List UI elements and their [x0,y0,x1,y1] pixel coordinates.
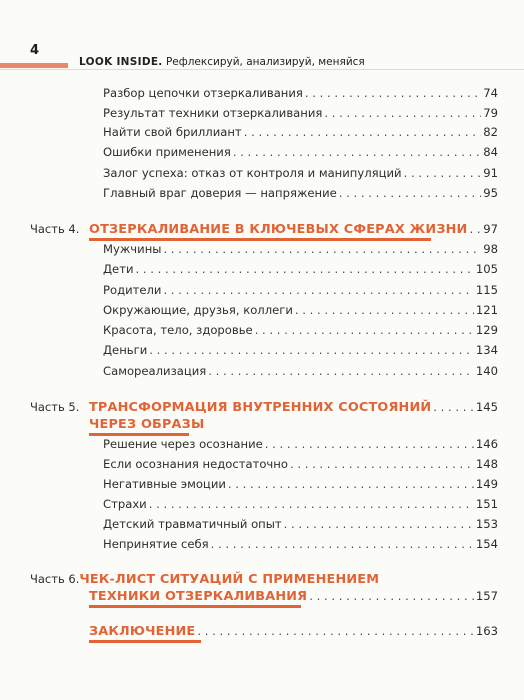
leader-dots [284,517,474,531]
toc-entry-page: 98 [483,242,498,256]
leader-dots [208,364,474,378]
toc-entry[interactable] [103,477,498,491]
toc-entry-title: Решение через осознание [103,437,263,451]
book-subtitle: Рефлексируй, анализируй, меняйся [165,56,365,68]
toc-entry-page: 95 [483,186,498,200]
part-heading[interactable] [30,400,498,415]
toc-entry-page: 115 [475,283,498,297]
toc-entry-title: Красота, тело, здоровье [103,323,253,337]
leader-dots [255,323,474,337]
toc-entry-title: Разбор цепочки отзеркаливания [103,86,303,100]
leader-dots [197,624,474,638]
toc-entry-title: Найти свой бриллиант [103,125,242,139]
leader-dots [233,145,481,159]
conclusion-heading[interactable] [89,624,498,639]
page-number: 4 [30,43,40,58]
toc-entry[interactable] [103,437,498,451]
toc-entry-title: Самореализация [103,364,207,378]
header-divider [0,69,524,70]
toc-entry-title: Если осознания недостаточно [103,457,288,471]
leader-dots [149,343,474,357]
toc-entry-title: Детский травматичный опыт [103,517,282,531]
toc-entry-page: 148 [475,457,498,471]
part-title: ОТЗЕРКАЛИВАНИЕ В КЛЮЧЕВЫХ СФЕРАХ ЖИЗНИ [89,222,468,237]
toc-entry-title: Залог успеха: отказ от контроля и манипуляций [103,166,402,180]
book-title: LOOK INSIDE. [79,56,163,68]
toc-entry[interactable] [103,166,498,180]
toc-entry[interactable] [103,125,498,139]
toc-entry[interactable] [103,323,498,337]
toc-entry-title: Мужчины [103,242,162,256]
part-title-underline [89,605,301,608]
leader-dots [135,262,473,276]
toc-entry-page: 105 [475,262,498,276]
toc-entry-title: Ошибки применения [103,145,231,159]
toc-entry-title: Страхи [103,497,147,511]
leader-dots [149,497,474,511]
toc-entry-page: 129 [475,323,498,337]
toc-entry-title: Деньги [103,343,148,357]
toc-entry-page: 84 [483,145,498,159]
part-title-underline [89,238,431,241]
toc-entry[interactable] [103,186,498,200]
leader-dots [404,166,482,180]
part-title-line2: ТЕХНИКИ ОТЗЕРКАЛИВАНИЯ [89,589,308,604]
toc-entry-title: Дети [103,262,134,276]
part-title-line2: ЧЕРЕЗ ОБРАЗЫ [89,417,205,432]
header-accent-rule [0,63,68,68]
leader-dots [305,86,481,100]
part-title-line1: ТРАНСФОРМАЦИЯ ВНУТРЕННИХ СОСТОЯНИЙ [89,400,432,415]
toc-entry-title: Окружающие, друзья, коллеги [103,303,293,317]
toc-entry[interactable] [103,86,498,100]
toc-entry-page: 82 [483,125,498,139]
toc-entry-page: 91 [483,166,498,180]
toc-entry-page: 74 [483,86,498,100]
toc-entry-title: Результат техники отзеркаливания [103,106,323,120]
toc-entry-page: 140 [475,364,498,378]
toc-entry-page: 121 [475,303,498,317]
toc-entry[interactable] [103,106,498,120]
toc-entry-title: Главный враг доверия — напряжение [103,186,337,200]
leader-dots [228,477,474,491]
part-heading[interactable] [30,572,380,587]
toc-entry[interactable] [103,303,498,317]
toc-entry[interactable] [103,497,498,511]
toc-entry-page: 134 [475,343,498,357]
toc-entry[interactable] [103,262,498,276]
toc-entry-title: Негативные эмоции [103,477,226,491]
toc-entry-page: 149 [475,477,498,491]
toc-entry[interactable] [103,283,498,297]
part-page: 145 [475,400,498,414]
toc-entry[interactable] [103,517,498,531]
part-label: Часть 4. [30,222,80,236]
toc-entry-page: 146 [475,437,498,451]
toc-entry[interactable] [103,242,498,256]
leader-dots [339,186,481,200]
part-heading-line2[interactable] [89,589,498,604]
toc-entry[interactable] [103,364,498,378]
part-label: Часть 5. [30,400,80,414]
toc-entry-title: Непринятие себя [103,537,209,551]
leader-dots [309,589,474,603]
toc-entry-page: 79 [483,106,498,120]
toc-entry[interactable] [103,343,498,357]
part-title-underline [89,433,189,436]
leader-dots [163,283,473,297]
part-page: 157 [475,589,498,603]
toc-entry-title: Родители [103,283,162,297]
part-heading[interactable] [30,222,498,237]
toc-entry-page: 153 [475,517,498,531]
leader-dots [295,303,474,317]
leader-dots [265,437,474,451]
toc-entry-page: 151 [475,497,498,511]
conclusion-title: ЗАКЛЮЧЕНИЕ [89,624,196,639]
running-header [79,56,365,68]
toc-entry[interactable] [103,537,498,551]
part-label: Часть 6. [30,572,80,586]
toc-entry-page: 154 [475,537,498,551]
conclusion-page: 163 [475,624,498,638]
leader-dots [433,400,474,414]
leader-dots [244,125,482,139]
leader-dots [290,457,474,471]
leader-dots [163,242,481,256]
leader-dots [211,537,474,551]
leader-dots [469,222,481,236]
part-page: 97 [483,222,498,236]
toc-entry[interactable] [103,145,498,159]
part-title-line1: ЧЕК-ЛИСТ СИТУАЦИЙ С ПРИМЕНЕНИЕМ [79,572,380,587]
toc-entry[interactable] [103,457,498,471]
conclusion-underline [89,640,201,643]
leader-dots [324,106,481,120]
